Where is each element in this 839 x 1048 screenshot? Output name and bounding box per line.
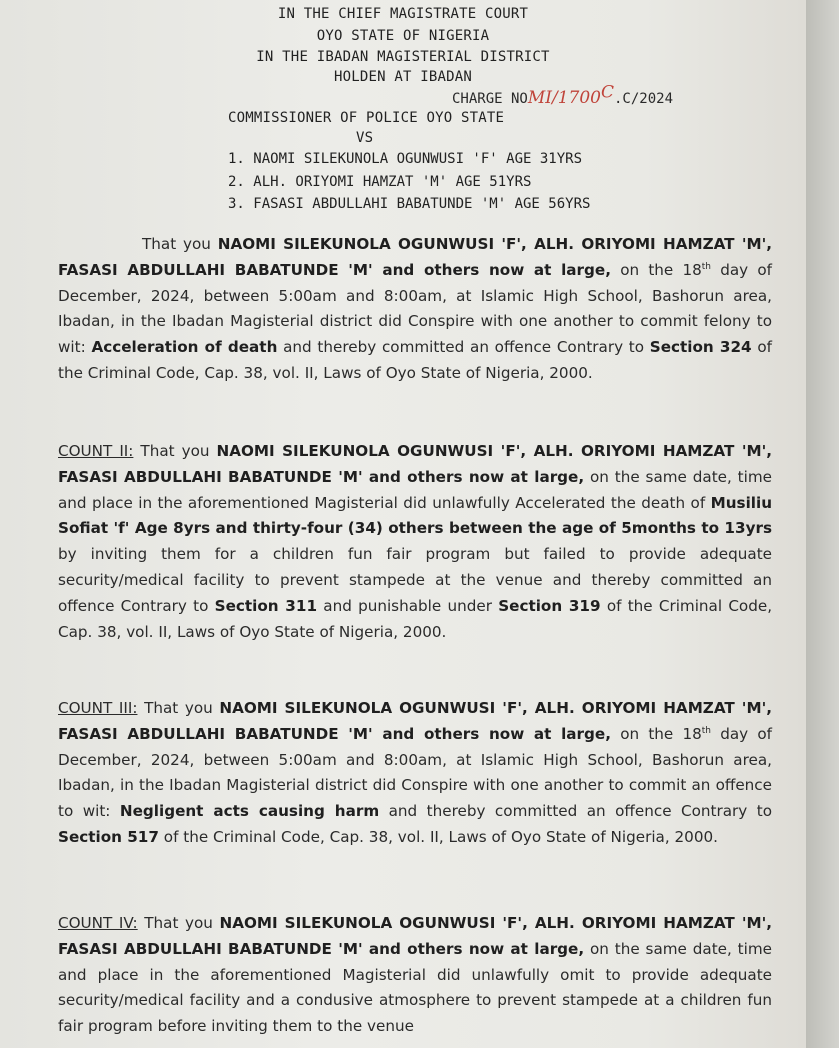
defendant-3: 3. FASASI ABDULLAHI BABATUNDE 'M' AGE 56YRS xyxy=(228,196,591,212)
count-3-label: COUNT III: xyxy=(58,699,138,717)
versus: VS xyxy=(356,130,374,146)
count-4-label: COUNT IV: xyxy=(58,914,138,932)
defendant-1: 1. NAOMI SILEKUNOLA OGUNWUSI 'F' AGE 31YRS xyxy=(228,151,583,167)
court-title: IN THE CHIEF MAGISTRATE COURT xyxy=(277,6,529,22)
count-2-paragraph: COUNT II: That you NAOMI SILEKUNOLA OGUNWUSI 'F', ALH. ORIYOMI HAMZAT 'M', FASASI ABDULLAHI BABATUNDE 'M' and others now at large, on the same date, time and place in the aforementioned Magisterial did unlawfully Accelerated the death of Musiliu Sofiat 'f' Age 8yrs and thirty-four (34) others between the age of 5months to 13yrs by inviting them for a children fun fair program but failed to provide adequate security/medical facility to prevent stampede at the venue and thereby committed an offence Contrary to Section 311 and punishable under Section 319 of the Criminal Code, Cap. 38, vol. II, Laws of Oyo State of Nigeria, 2000. xyxy=(58,442,773,641)
count-4-paragraph: COUNT IV: That you NAOMI SILEKUNOLA OGUNWUSI 'F', ALH. ORIYOMI HAMZAT 'M', FASASI ABDULLAHI BABATUNDE 'M' and others now at large, on the same date, time and place in the aforementioned Magisterial did unlawfully omit to provide adequate security/medical facility and a condusive atmosphere to prevent stampede at a children fun fair program before inviting them to the venue xyxy=(58,914,773,1036)
holden-title: HOLDEN AT IBADAN xyxy=(333,69,473,85)
charge-number: CHARGE NOMI/$1700^C.C/2024$ xyxy=(452,82,674,108)
page-edge-shadow xyxy=(806,0,839,1048)
count-2-label: COUNT II: xyxy=(58,442,134,460)
count-3-paragraph: COUNT III: That you NAOMI SILEKUNOLA OGUNWUSI 'F', ALH. ORIYOMI HAMZAT 'M', FASASI ABDULLAHI BABATUNDE 'M' and others now at large, on the 18th day of December, 2024, between 5:00am and 8:00am, at Islamic High School, Bashorun area, Ibadan, in the Ibadan Magisterial district did Conspire with one another to commit an offence to wit: Negligent acts causing harm and thereby committed an offence Contrary to Section 517 of the Criminal Code, Cap. 38, vol. II, Laws of Oyo State of Nigeria, 2000. xyxy=(58,699,773,846)
complainant: COMMISSIONER OF POLICE OYO STATE xyxy=(228,110,505,126)
district-title: IN THE IBADAN MAGISTERIAL DISTRICT xyxy=(256,49,550,65)
count-1-paragraph: That you NAOMI SILEKUNOLA OGUNWUSI 'F', ALH. ORIYOMI HAMZAT 'M', FASASI ABDULLAHI BABATUNDE 'M' and others now at large, on the 18th day of December, 2024, between 5:00am and 8:00am, at Islamic High School, Bashorun area, Ibadan, in the Ibadan Magisterial district did Conspire with one another to commit felony to wit: Acceleration of death and thereby committed an offence Contrary to Section 324 of the Criminal Code, Cap. 38, vol. II, Laws of Oyo State of Nigeria, 2000. xyxy=(58,235,773,382)
state-title: OYO STATE OF NIGERIA xyxy=(316,28,490,44)
defendant-2: 2. ALH. ORIYOMI HAMZAT 'M' AGE 51YRS xyxy=(228,174,532,190)
handwritten-charge-no: MI/1700 xyxy=(527,88,601,108)
